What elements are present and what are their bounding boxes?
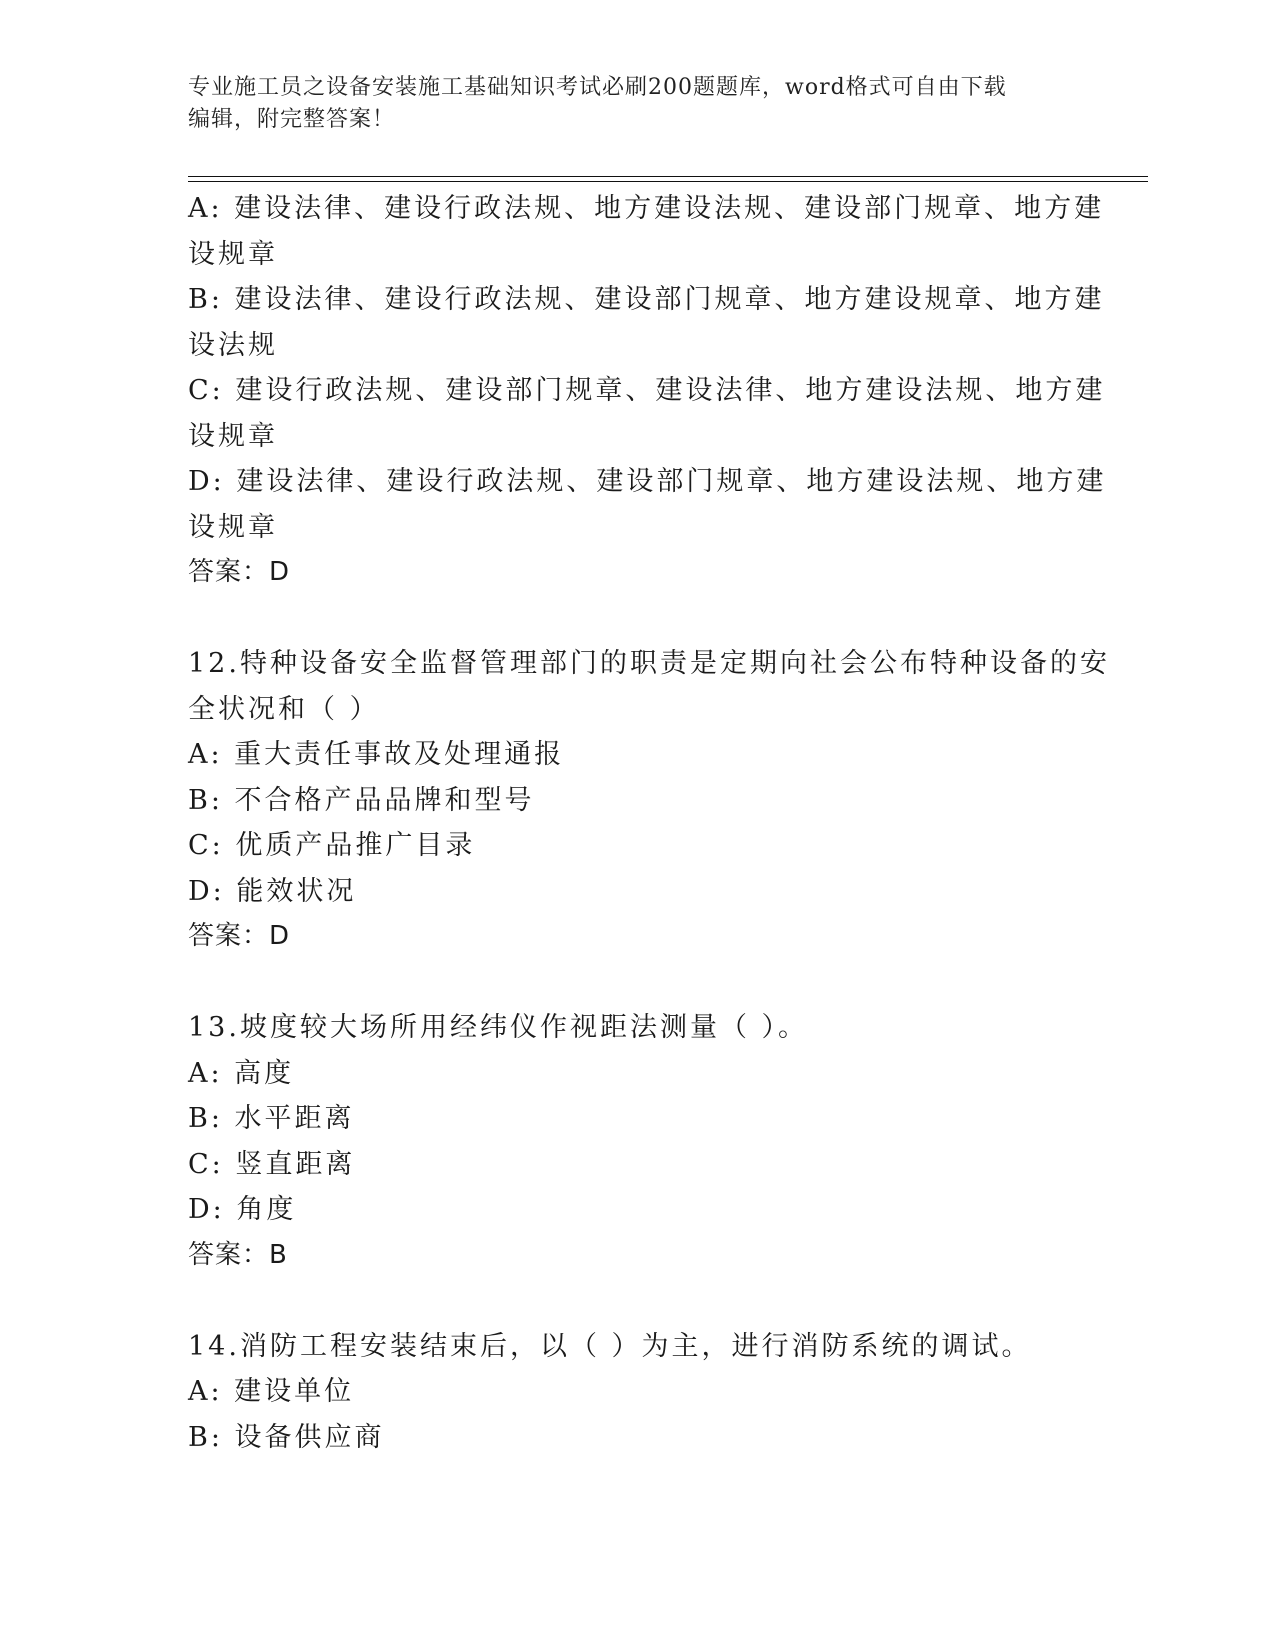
header-title-line-1: 专业施工员之设备安装施工基础知识考试必刷200题题库，word格式可自由下载: [188, 75, 1007, 100]
q11-answer: 答案：D: [188, 557, 291, 587]
q12-question-line-1: 12.特种设备安全监督管理部门的职责是定期向社会公布特种设备的安: [188, 648, 1110, 679]
q13-answer: 答案：B: [188, 1239, 288, 1270]
q11-option-c-line-2: 设规章: [188, 420, 278, 452]
q11-option-d-line-2: 设规章: [188, 511, 278, 543]
spacer: [188, 596, 1088, 642]
header-title-line-2: 编辑，附完整答案！: [188, 107, 396, 132]
q13-option-c: C: 竖直距离: [188, 1148, 356, 1180]
spacer: [188, 960, 1088, 1006]
q11-option-b-line-1: B: 建设法律、建设行政法规、建设部门规章、地方建设规章、地方建: [188, 284, 1105, 315]
q11-option-a-line-1: A: 建设法律、建设行政法规、地方建设法规、建设部门规章、地方建: [188, 193, 1105, 224]
q11-option-c-line-1: C: 建设行政法规、建设部门规章、建设法律、地方建设法规、地方建: [188, 375, 1106, 406]
q12-question-line-2: 全状况和（ ）: [188, 693, 380, 725]
question-13-block: [188, 1005, 1088, 1278]
spacer: [188, 1278, 1088, 1324]
q11-option-d-line-1: D: 建设法律、建设行政法规、建设部门规章、地方建设法规、地方建: [188, 466, 1107, 497]
q14-option-a: A: 建设单位: [188, 1376, 355, 1407]
q12-option-d: D: 能效状况: [188, 875, 357, 907]
q13-question: 13.坡度较大场所用经纬仪作视距法测量（ ）。: [188, 1012, 809, 1043]
q12-option-a: A: 重大责任事故及处理通报: [188, 739, 565, 770]
q12-answer: 答案：D: [188, 921, 291, 951]
header-divider-bottom: [188, 181, 1148, 182]
q13-option-d: D: 角度: [188, 1194, 297, 1225]
question-11-block: [188, 186, 1107, 596]
q13-option-b: B: 水平距离: [188, 1103, 355, 1134]
question-14-block: [188, 1324, 1088, 1461]
q12-option-c: C: 优质产品推广目录: [188, 830, 476, 861]
header-divider-top: [188, 176, 1148, 177]
q14-option-b: B: 设备供应商: [188, 1421, 385, 1453]
q13-option-a: A: 高度: [188, 1057, 295, 1089]
q11-option-a-line-2: 设规章: [188, 238, 278, 270]
document-header: [188, 72, 1088, 136]
q11-option-b-line-2: 设法规: [188, 329, 278, 361]
q14-question: 14.消防工程安装结束后，以（ ）为主，进行消防系统的调试。: [188, 1330, 1032, 1362]
question-12-block: [188, 641, 1110, 960]
question-list: [188, 186, 1110, 1460]
q12-option-b: B: 不合格产品品牌和型号: [188, 784, 535, 816]
